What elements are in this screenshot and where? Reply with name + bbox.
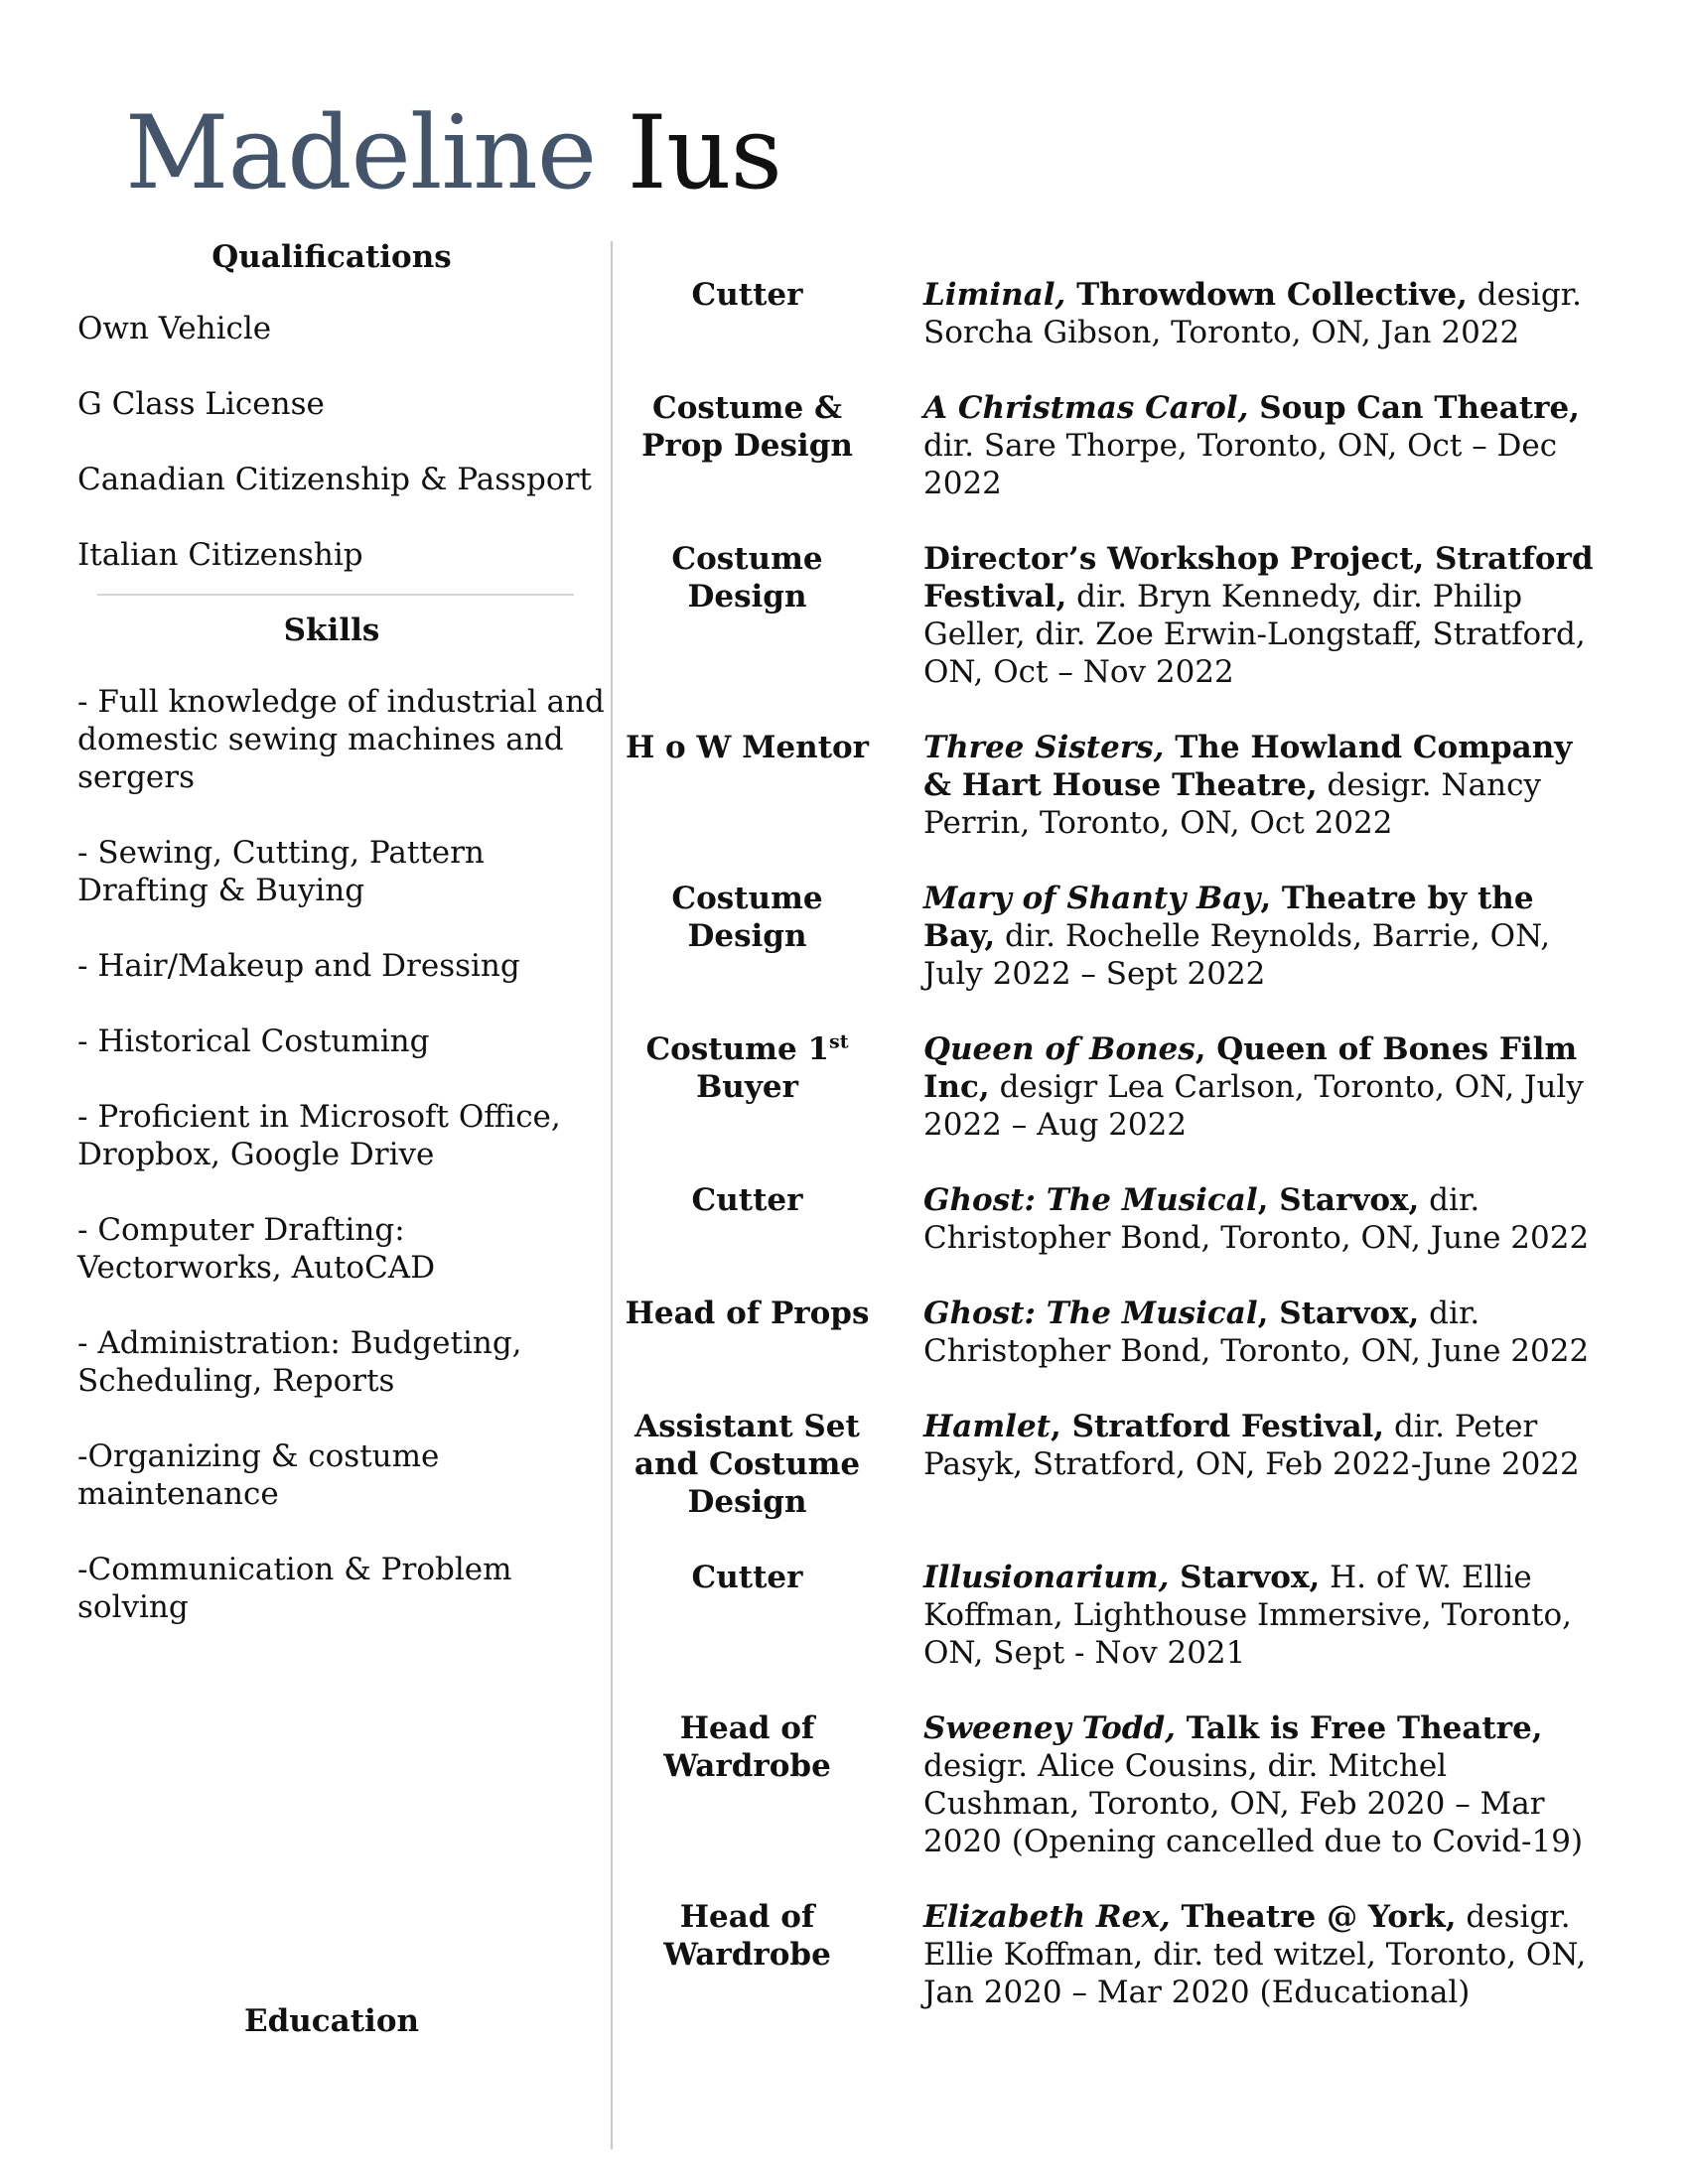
job-info: dir. Rochelle Reynolds, Barrie, ON, July 2022 – Sept 2022 (923, 918, 1551, 992)
skills-list (77, 683, 605, 1626)
production-title: Illusionarium, (923, 1560, 1170, 1595)
job-details (923, 1030, 1609, 1144)
job-details (923, 1709, 1609, 1860)
production-title: Ghost: The Musical (923, 1182, 1258, 1218)
production-title: Liminal, (923, 277, 1066, 313)
production-title: Queen of Bones (923, 1031, 1196, 1067)
job-entry (616, 389, 1668, 502)
first-name: Madeline (125, 94, 597, 212)
job-role: H o W Mentor (625, 730, 870, 765)
job-info: desigr. Nancy Perrin, Toronto, ON, Oct 2022 (923, 767, 1541, 841)
job-entry (616, 1559, 1668, 1672)
job-role: Assistant Set and Costume Design (633, 1409, 861, 1520)
skill-item: - Proficient in Microsoft Office, Dropbox, Google Drive (77, 1099, 561, 1172)
job-info: desigr. Alice Cousins, dir. Mitchel Cushman, Toronto, ON, Feb 2020 – Mar 2020 (Opening cancelled due to Covid-19) (923, 1748, 1584, 1859)
job-info: desigr. Sorcha Gibson, Toronto, ON, Jan 2022 (923, 277, 1582, 350)
qualification-item: G Class License (77, 386, 325, 422)
production-title: Hamlet (923, 1409, 1051, 1444)
job-info: dir. Christopher Bond, Toronto, ON, June 2022 (923, 1296, 1590, 1369)
job-entry (616, 1709, 1668, 1860)
company-name: , Queen of Bones Film Inc, (923, 1031, 1578, 1105)
production-title: Elizabeth Rex, (923, 1899, 1171, 1935)
job-details (923, 1408, 1609, 1483)
qualifications-list (77, 310, 594, 574)
qualification-item: Canadian Citizenship & Passport (77, 462, 592, 497)
job-entry (616, 1295, 1668, 1370)
section-divider (97, 594, 574, 596)
job-role: Costume Design (671, 881, 823, 954)
job-info: desigr. Ellie Koffman, dir. ted witzel, Toronto, ON, Jan 2020 – Mar 2020 (Educational) (923, 1899, 1587, 2010)
job-details (923, 540, 1609, 691)
job-role: Head of Wardrobe (663, 1899, 831, 1973)
job-details (923, 1898, 1609, 2011)
job-entry (616, 276, 1668, 351)
qualification-item: Own Vehicle (77, 311, 272, 346)
company-name: , Stratford Festival, (1051, 1409, 1385, 1444)
skill-item: - Full knowledge of industrial and domestic sewing machines and sergers (77, 684, 605, 795)
company-name: , Theatre by the Bay, (923, 881, 1534, 954)
company-name: , Starvox, (1257, 1182, 1420, 1218)
job-details (923, 276, 1609, 351)
job-info: desigr Lea Carlson, Toronto, ON, July 2022 – Aug 2022 (923, 1069, 1584, 1143)
experience-list (616, 276, 1668, 2049)
job-role: Costume 1st Buyer (645, 1030, 849, 1105)
skill-item: - Sewing, Cutting, Pattern Drafting & Buying (77, 835, 485, 908)
job-entry (616, 880, 1668, 993)
job-details (923, 389, 1609, 502)
company-name: , Starvox, (1257, 1296, 1420, 1331)
production-title: Sweeney Todd, (923, 1710, 1176, 1746)
job-entry (616, 1030, 1668, 1144)
production-title: Ghost: The Musical (923, 1296, 1258, 1331)
company-name: Talk is Free Theatre, (1175, 1710, 1543, 1746)
job-role: Cutter (691, 277, 803, 313)
last-name: Ius (627, 94, 781, 212)
company-name: Starvox, (1169, 1560, 1321, 1595)
qualifications-heading: Qualifications (211, 239, 452, 275)
resume-name (125, 95, 781, 211)
job-role: Head of Wardrobe (663, 1710, 831, 1784)
job-entry (616, 729, 1668, 842)
column-divider (611, 241, 613, 2149)
job-details (923, 1181, 1609, 1257)
job-entry (616, 540, 1668, 691)
job-details (923, 1559, 1609, 1672)
production-title: Mary of Shanty Bay (923, 881, 1261, 916)
job-info: dir. Peter Pasyk, Stratford, ON, Feb 2022-June 2022 (923, 1409, 1580, 1482)
production-title: Three Sisters, (923, 730, 1165, 765)
job-role: Cutter (691, 1560, 803, 1595)
job-details (923, 1295, 1609, 1370)
skill-item: - Administration: Budgeting, Scheduling, Reports (77, 1325, 522, 1399)
company-name: Director’s Workshop Project, Stratford Festival, (923, 541, 1594, 614)
left-column (77, 236, 605, 1626)
skill-item: -Communication & Problem solving (77, 1552, 512, 1625)
job-entry (616, 1408, 1668, 1521)
skill-item: - Hair/Makeup and Dressing (77, 948, 520, 984)
job-info: H. of W. Ellie Koffman, Lighthouse Immersive, Toronto, ON, Sept - Nov 2021 (923, 1560, 1572, 1671)
job-details (923, 880, 1609, 993)
job-role: Costume & Prop Design (641, 390, 853, 464)
company-name: Theatre @ York, (1170, 1899, 1457, 1935)
company-name: Throwdown Collective, (1065, 277, 1468, 313)
qualification-item: Italian Citizenship (77, 537, 363, 573)
skill-item: - Historical Costuming (77, 1024, 430, 1059)
job-entry (616, 1898, 1668, 2011)
job-role: Cutter (691, 1182, 803, 1218)
production-title: A Christmas Carol, (923, 390, 1249, 426)
education-heading: Education (243, 2003, 420, 2039)
job-details (923, 729, 1609, 842)
job-info: dir. Sare Thorpe, Toronto, ON, Oct – Dec 2022 (923, 428, 1558, 501)
company-name: The Howland Company & Hart House Theatre, (923, 730, 1573, 803)
skills-heading: Skills (283, 613, 380, 648)
company-name: Soup Can Theatre, (1248, 390, 1580, 426)
job-entry (616, 1181, 1668, 1257)
job-info: dir. Christopher Bond, Toronto, ON, June 2022 (923, 1182, 1590, 1256)
skill-item: - Computer Drafting: Vectorworks, AutoCAD (77, 1212, 436, 1286)
job-role: Head of Props (625, 1296, 870, 1331)
job-role: Costume Design (671, 541, 823, 614)
skill-item: -Organizing & costume maintenance (77, 1438, 440, 1512)
job-info: dir. Bryn Kennedy, dir. Philip Geller, dir. Zoe Erwin-Longstaff, Stratford, ON, Oct – Nov 2022 (923, 579, 1586, 690)
